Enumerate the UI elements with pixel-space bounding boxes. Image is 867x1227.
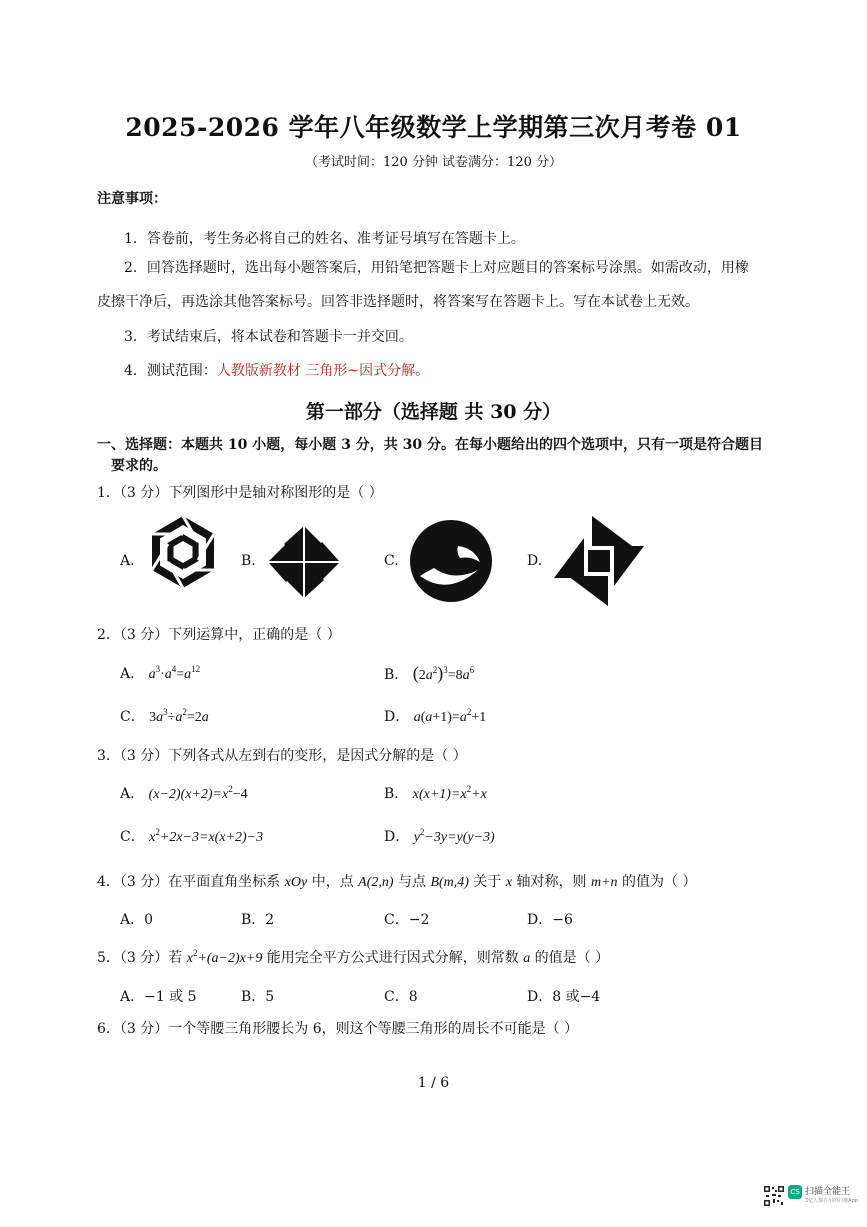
- scanner-logo-icon: CS: [788, 1185, 802, 1199]
- page-number: 1 / 6: [417, 1075, 450, 1091]
- q5-option-a: A．−1 或 5: [120, 989, 197, 1005]
- note-4-prefix: 4．测试范围：: [124, 363, 217, 379]
- q1-option-c-label: C.: [384, 553, 399, 569]
- q2-option-b: B． $(2a^2)^3=8a^6$: [384, 663, 475, 683]
- q3-option-d: D． $y^2-3y=y(y-3)$: [384, 827, 495, 845]
- scanner-label: 扫描全能王: [805, 1187, 851, 1197]
- note-4: [124, 360, 429, 380]
- q3-option-b: B． $x(x+1)=x^2+x$: [384, 784, 487, 802]
- part-one-title: 第一部分（选择题 共 30 分）: [305, 401, 562, 423]
- question-3-stem: 3．（3 分）下列各式从左到右的变形，是因式分解的是（ ）: [97, 748, 467, 764]
- q4-option-b: B．2: [241, 912, 275, 928]
- page-title: 2025-2026 学年八年级数学上学期第三次月考卷 01: [125, 113, 742, 142]
- q2-option-c: C． $3a^3\div a^2=2a$: [120, 707, 209, 725]
- q5-option-d: D．8 或−4: [527, 989, 601, 1005]
- q1-option-b-label: B.: [241, 553, 256, 569]
- section-instruction-line1: 一、选择题：本题共 10 小题，每小题 3 分，共 30 分。在每小题给出的四个选项中，只有一项是符合题目: [97, 437, 763, 453]
- question-4-stem: 4．（3 分）在平面直角坐标系 xOy 中，点 A(2,n) 与点 B(m,4) 关于 x 轴对称，则 m+n 的值为（ ）: [97, 874, 697, 890]
- q5-option-b: B．5: [241, 989, 275, 1005]
- question-1-stem: 1．（3 分）下列图形中是轴对称图形的是（ ）: [97, 485, 383, 501]
- test-range: 人教版新教材 三角形~因式分解。: [216, 363, 430, 379]
- note-3: 3．考试结束后，将本试卷和答题卡一并交回。: [124, 329, 413, 345]
- q3-option-c: C． $x^2+2x-3=x(x+2)-3$: [120, 827, 264, 845]
- q1-option-a-label: A.: [120, 553, 135, 569]
- q4-option-c: C．−2: [384, 912, 430, 928]
- scanner-sub: 3亿人都在用的扫描App: [805, 1198, 858, 1204]
- question-5-stem: 5．（3 分）若 $x^2+(a-2)x+9$ 能用完全平方公式进行因式分解，则常数 a 的值是（ ）: [97, 948, 610, 966]
- circle-crescent-figure: [408, 518, 494, 604]
- section-instruction-line2: 要求的。: [111, 458, 167, 474]
- note-2-line1: 2．回答选择题时，选出每小题答案后，用铅笔把答题卡上对应题目的答案标号涂黑。如需改动，用橡: [124, 260, 749, 276]
- question-2-stem: 2．（3 分）下列运算中，正确的是（ ）: [97, 627, 341, 643]
- q2-option-a: A． $a^3\cdot a^4=a^{12}$: [120, 664, 201, 682]
- note-2-line2: 皮擦干净后，再选涂其他答案标号。回答非选择题时，将答案写在答题卡上。写在本试卷上无效。: [97, 294, 699, 310]
- qr-code-icon: [763, 1185, 785, 1207]
- exam-info: （考试时间：120 分钟 试卷满分：120 分）: [304, 155, 563, 170]
- note-1: 1．答卷前，考生务必将自己的姓名、准考证号填写在答题卡上。: [124, 231, 525, 247]
- q4-option-d: D．−6: [527, 912, 573, 928]
- square-triangles-figure: [552, 516, 648, 608]
- q3-option-a: A． $(x-2)(x+2)=x^2-4$: [120, 784, 248, 802]
- scanner-watermark: [788, 1183, 858, 1209]
- pinwheel-square-figure: [266, 524, 342, 600]
- hexagonal-knot-figure: [142, 514, 224, 590]
- notes-heading: 注意事项：: [97, 191, 167, 207]
- question-6-stem: 6．（3 分）一个等腰三角形腰长为 6，则这个等腰三角形的周长不可能是（ ）: [97, 1021, 579, 1037]
- q2-option-d: D． $a(a+1)=a^2+1$: [384, 707, 487, 725]
- q1-option-d-label: D.: [527, 553, 543, 569]
- q5-option-c: C．8: [384, 989, 418, 1005]
- q4-option-a: A．0: [120, 912, 154, 928]
